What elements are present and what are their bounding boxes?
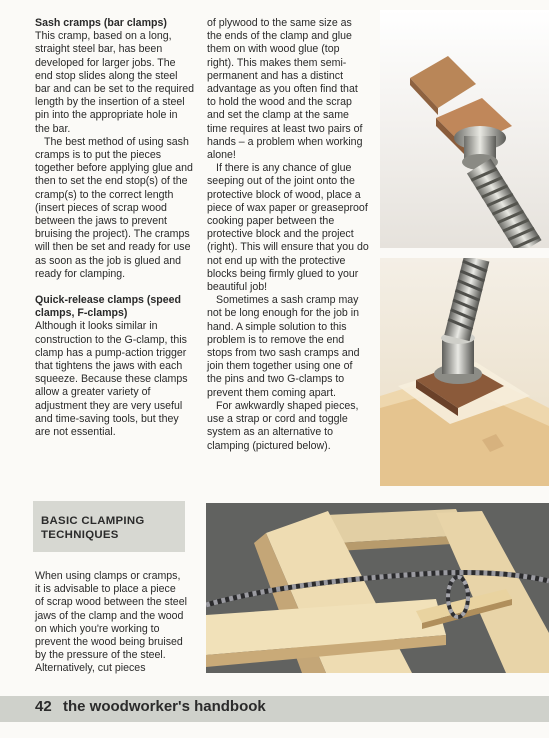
text-column-middle xyxy=(207,17,369,453)
paragraph: If there is any chance of glue seeping out of the joint onto the protective block of wood, place a piece of wax paper or greaseproof cooking paper between the protective block and the project (right). This will ensure that you do not end up with the protective blocks being firmly glued to your beautiful job! xyxy=(207,162,369,294)
paragraph: When using clamps or cramps, it is advisable to place a piece of scrap wood between the steel jaws of the clamp and the wood on which you're working to prevent the wood being bruised by the pressure of the steel. Alternatively, cut pieces xyxy=(35,570,187,675)
paragraph: For awkwardly shaped pieces, use a strap or cord and toggle system as an alternative to clamping (pictured below). xyxy=(207,399,359,452)
footer-bar xyxy=(0,696,549,722)
paragraph: of plywood to the same size as the ends of the clamp and glue them on with wood glue (top right). This makes them semi-permanent and has a distinct advantage as you often find that to hold the wood and the scrap and set the clamp at the same time requires at least two pairs of hands – a problem when working alone! xyxy=(207,17,363,162)
paragraph: The best method of using sash cramps is to put the pieces together before applying glue and then to set the end stop(s) of the cramp(s) to the correct length (insert pieces of scrap wood between the jaws to prevent bruising the project). The cramps will then be set and ready for use as soon as the job is glued and ready for clamping. xyxy=(35,135,193,280)
photo-clamp-with-plywood-pads xyxy=(380,10,549,248)
paragraph: Sometimes a sash cramp may not be long enough for the job in hand. A simple solution to this problem is to remove the end stops from two sash cramps and join them together using one of the pins and two G-clamps to prevent them coming apart. xyxy=(207,294,360,399)
book-title: the woodworker's handbook xyxy=(63,698,266,715)
paragraph: This cramp, based on a long, straight steel bar, has been developed for larger jobs. The end stop slides along the steel bar and can be set to the required length by the insertion of a steel pin into the appropriate hole in the bar. xyxy=(35,30,195,135)
page-number: 42 xyxy=(35,698,52,715)
text-column-section xyxy=(35,570,187,676)
section-heading-box xyxy=(33,501,185,552)
photo-clamp-with-wax-paper xyxy=(380,258,549,486)
heading-quick-release-clamps: Quick-release clamps (speed clamps, F-clamps) xyxy=(35,294,182,320)
paragraph: Although it looks similar in construction to the G-clamp, this clamp has a pump-action trigger that tightens the jaws with each squeeze. Because these clamps allow a greater variety of adjustment they are very useful and time-saving tools, but they are not essential. xyxy=(35,320,188,439)
heading-sash-cramps: Sash cramps (bar clamps) xyxy=(35,17,167,29)
photo-cord-and-toggle-clamping xyxy=(206,503,549,673)
text-column-left xyxy=(35,17,195,439)
section-title: BASIC CLAMPING TECHNIQUES xyxy=(41,515,145,541)
